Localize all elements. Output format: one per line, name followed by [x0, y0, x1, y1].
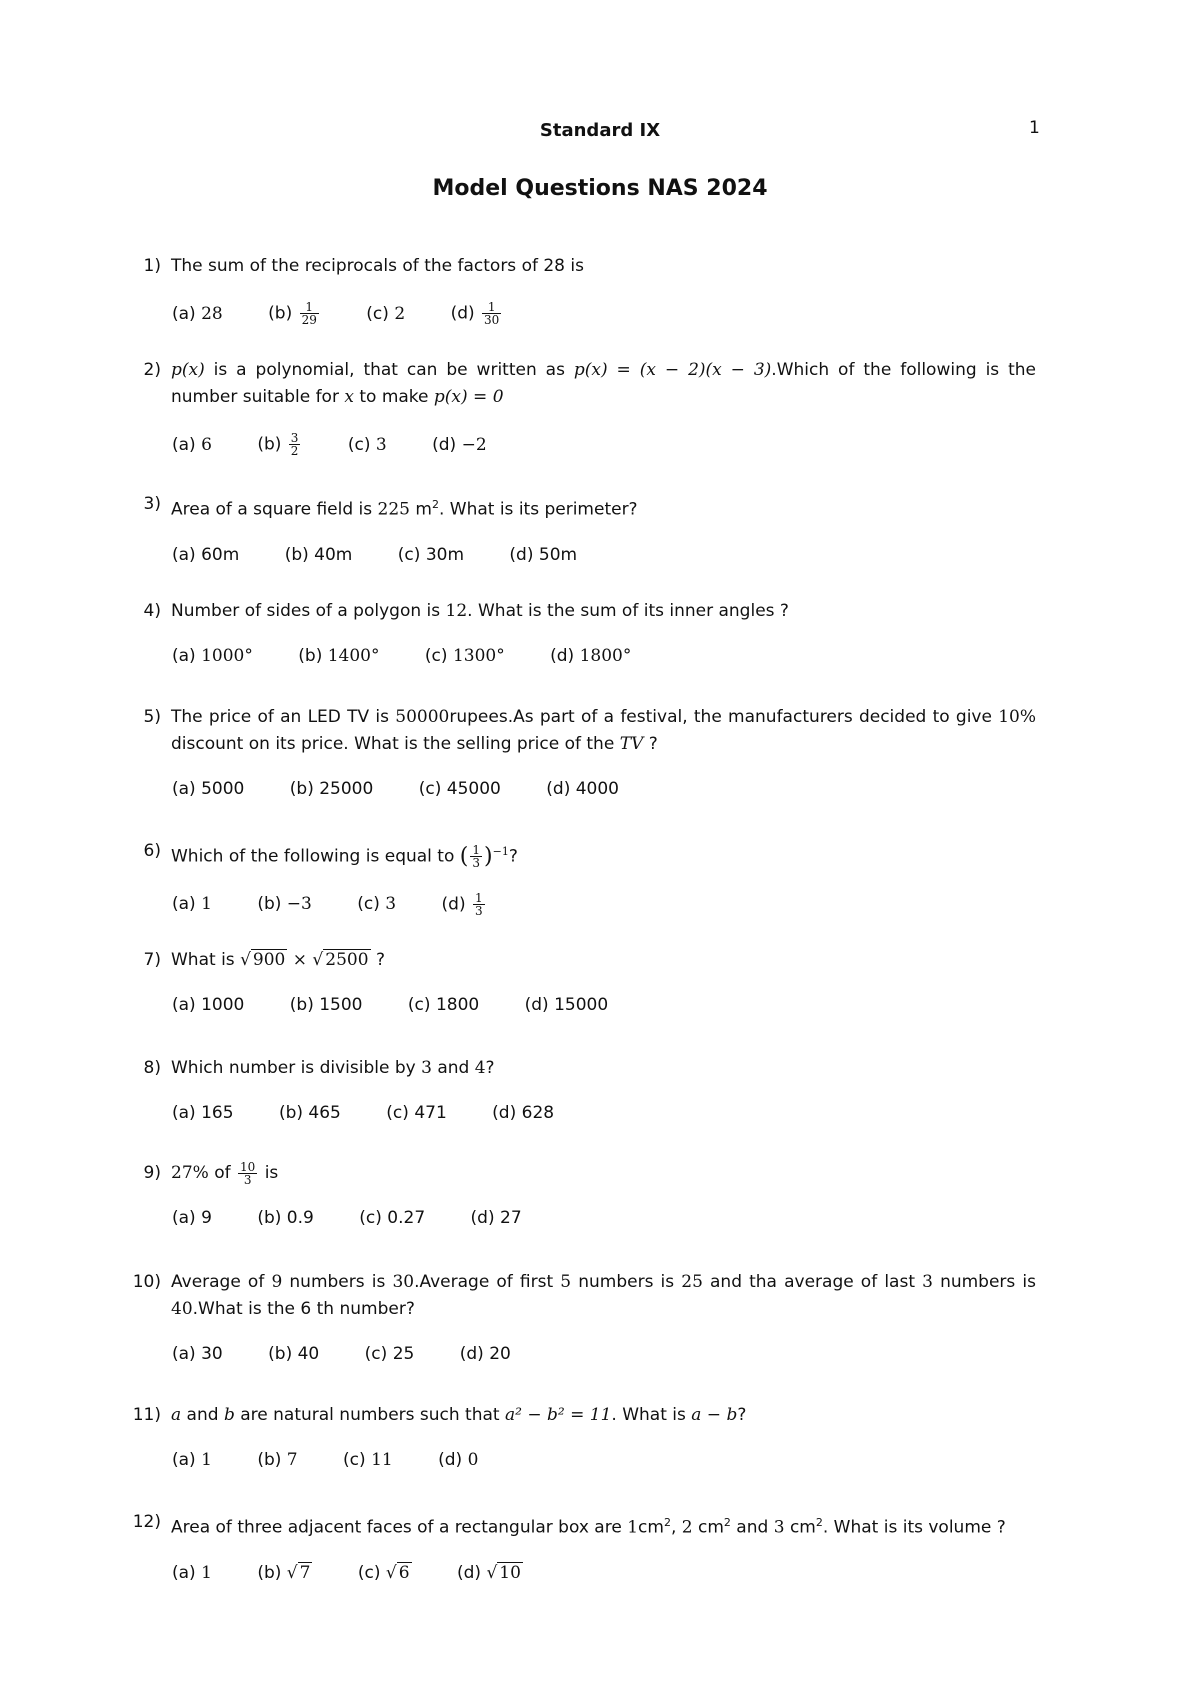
option-b: (b) 40 [268, 1344, 320, 1364]
option-c: (c) 11 [343, 1450, 393, 1470]
options [172, 646, 1200, 678]
question-text: 27% of $\frac{10}{3}$ is [171, 1159, 279, 1187]
option-c: (c) √ 6 [357, 1562, 410, 1583]
standard-label: Standard IX [539, 120, 661, 141]
options [172, 545, 1200, 577]
question-number: 8) [143, 1058, 161, 1078]
question-text: Which number is divisible by 3 and 4? [171, 1058, 495, 1078]
question-text: The price of an LED TV is 50000rupees.As part of a festival, the manufacturers decided to give 10% discount on its price. What is the selling price of the TV ? [171, 707, 1037, 754]
page-number: 1 [1029, 118, 1040, 138]
option-b: (b) 0.9 [257, 1208, 314, 1228]
option-d: (d) 20 [459, 1344, 511, 1364]
question-number: 1) [143, 256, 161, 276]
question-9 [0, 1160, 1200, 1240]
question-number: 3) [143, 494, 161, 514]
question-text: The sum of the reciprocals of the factors of 28 is [171, 256, 584, 276]
option-d: (d) −2 [432, 434, 487, 455]
question-number: 7) [143, 950, 161, 970]
question-8 [0, 1055, 1200, 1135]
question-number: 10) [132, 1272, 161, 1292]
option-b: (b) −3 [257, 894, 312, 915]
option-d: (d) 628 [492, 1103, 555, 1123]
question-11 [0, 1402, 1200, 1482]
options [172, 1450, 1200, 1482]
question-number: 5) [143, 707, 161, 727]
option-d: (d) 50m [509, 544, 578, 565]
options [172, 1563, 1200, 1595]
option-b: (b) 1400° [298, 646, 380, 666]
question-text: Which of the following is equal to ( $\frac{1}{3}$ )$^{-1}$? [171, 843, 518, 871]
question-number: 9) [143, 1163, 161, 1183]
option-d: (d) 27 [470, 1208, 522, 1228]
option-c: (c) 3 [347, 434, 387, 455]
question-6 [0, 838, 1200, 924]
option-c: (c) 2 [366, 303, 406, 324]
options [172, 1344, 1200, 1376]
option-c: (c) 25 [364, 1344, 415, 1364]
question-number: 6) [143, 841, 161, 861]
option-a: (a) 1 [172, 1562, 212, 1583]
question-text: Area of three adjacent faces of a rectangular box are $1cm^2$, 2 $cm^2$ and 3 $cm^2$. What is its volume ? [171, 1516, 1006, 1538]
option-c: (c) 1800 [407, 995, 480, 1015]
option-c: (c) 471 [386, 1103, 447, 1123]
question-10 [0, 1269, 1200, 1376]
option-a: (a) 9 [172, 1208, 212, 1228]
question-text: p(x) is a polynomial, that can be written as p(x) = (x − 2)(x − 3).Which of the following is the number suitable for x to make p(x) = 0 [171, 360, 1036, 407]
option-a: (a) 5000 [172, 779, 245, 799]
options [172, 1208, 1200, 1240]
question-3 [0, 491, 1200, 577]
options [172, 779, 1200, 811]
question-5 [0, 704, 1200, 811]
question-text: Number of sides of a polygon is 12. What is the sum of its inner angles ? [171, 601, 789, 621]
question-number: 11) [132, 1405, 161, 1425]
option-a: (a) 1 [172, 1450, 212, 1470]
option-d: (d) 1800° [550, 646, 632, 666]
option-b: (b) $\frac{1}{29}$ [268, 300, 317, 327]
option-d: (d) 4000 [546, 779, 619, 799]
option-a: (a) 30 [172, 1344, 223, 1364]
option-d: (d) $\frac{1}{3}$ [441, 890, 483, 918]
option-d: (d) 15000 [524, 995, 609, 1015]
option-a: (a) 6 [172, 434, 212, 455]
option-c: (c) 0.27 [359, 1208, 426, 1228]
option-b: (b) 7 [257, 1450, 298, 1470]
option-a: (a) 1000 [172, 995, 245, 1015]
question-4 [0, 598, 1200, 678]
option-a: (a) 1000° [172, 646, 253, 666]
question-2 [0, 357, 1200, 464]
option-d: (d) $\frac{1}{30}$ [450, 300, 500, 327]
option-c: (c) 45000 [418, 779, 501, 799]
options [172, 892, 1200, 924]
option-d: (d) 0 [438, 1450, 479, 1470]
option-c: (c) 3 [357, 894, 397, 915]
option-b: (b) 1500 [289, 995, 363, 1015]
options [172, 301, 1200, 333]
question-text: a and b are natural numbers such that a² − b² = 11. What is a − b? [171, 1405, 747, 1425]
option-b: (b) $\frac{3}{2}$ [257, 431, 299, 458]
page-header [0, 116, 1200, 146]
option-a: (a) 1 [172, 894, 212, 915]
question-text: Area of a square field is 225 $m^2$. What is its perimeter? [171, 498, 638, 520]
question-number: 4) [143, 601, 161, 621]
question-7 [0, 947, 1200, 1027]
page-title: Model Questions NAS 2024 [432, 176, 768, 201]
option-a: (a) 28 [172, 303, 223, 324]
option-b: (b) 40m [284, 544, 353, 565]
question-number: 12) [132, 1512, 161, 1532]
option-b: (b) 25000 [289, 779, 374, 799]
option-c: (c) 30m [397, 544, 465, 565]
question-text: What is √ 900 × √ 2500 ? [171, 950, 385, 970]
option-c: (c) 1300° [424, 646, 505, 666]
question-text: Average of 9 numbers is 30.Average of first 5 numbers is 25 and tha average of last 3 numbers is 40.What is the 6 th number? [171, 1272, 1036, 1319]
question-1 [0, 253, 1200, 333]
question-number: 2) [143, 360, 161, 380]
option-a: (a) 60m [172, 544, 240, 565]
option-d: (d) √ 10 [456, 1562, 521, 1583]
option-b: (b) 465 [278, 1103, 341, 1123]
options [172, 432, 1200, 464]
options [172, 1103, 1200, 1135]
option-b: (b) √ 7 [257, 1562, 311, 1583]
options [172, 995, 1200, 1027]
question-12 [0, 1509, 1200, 1595]
option-a: (a) 165 [172, 1103, 234, 1123]
